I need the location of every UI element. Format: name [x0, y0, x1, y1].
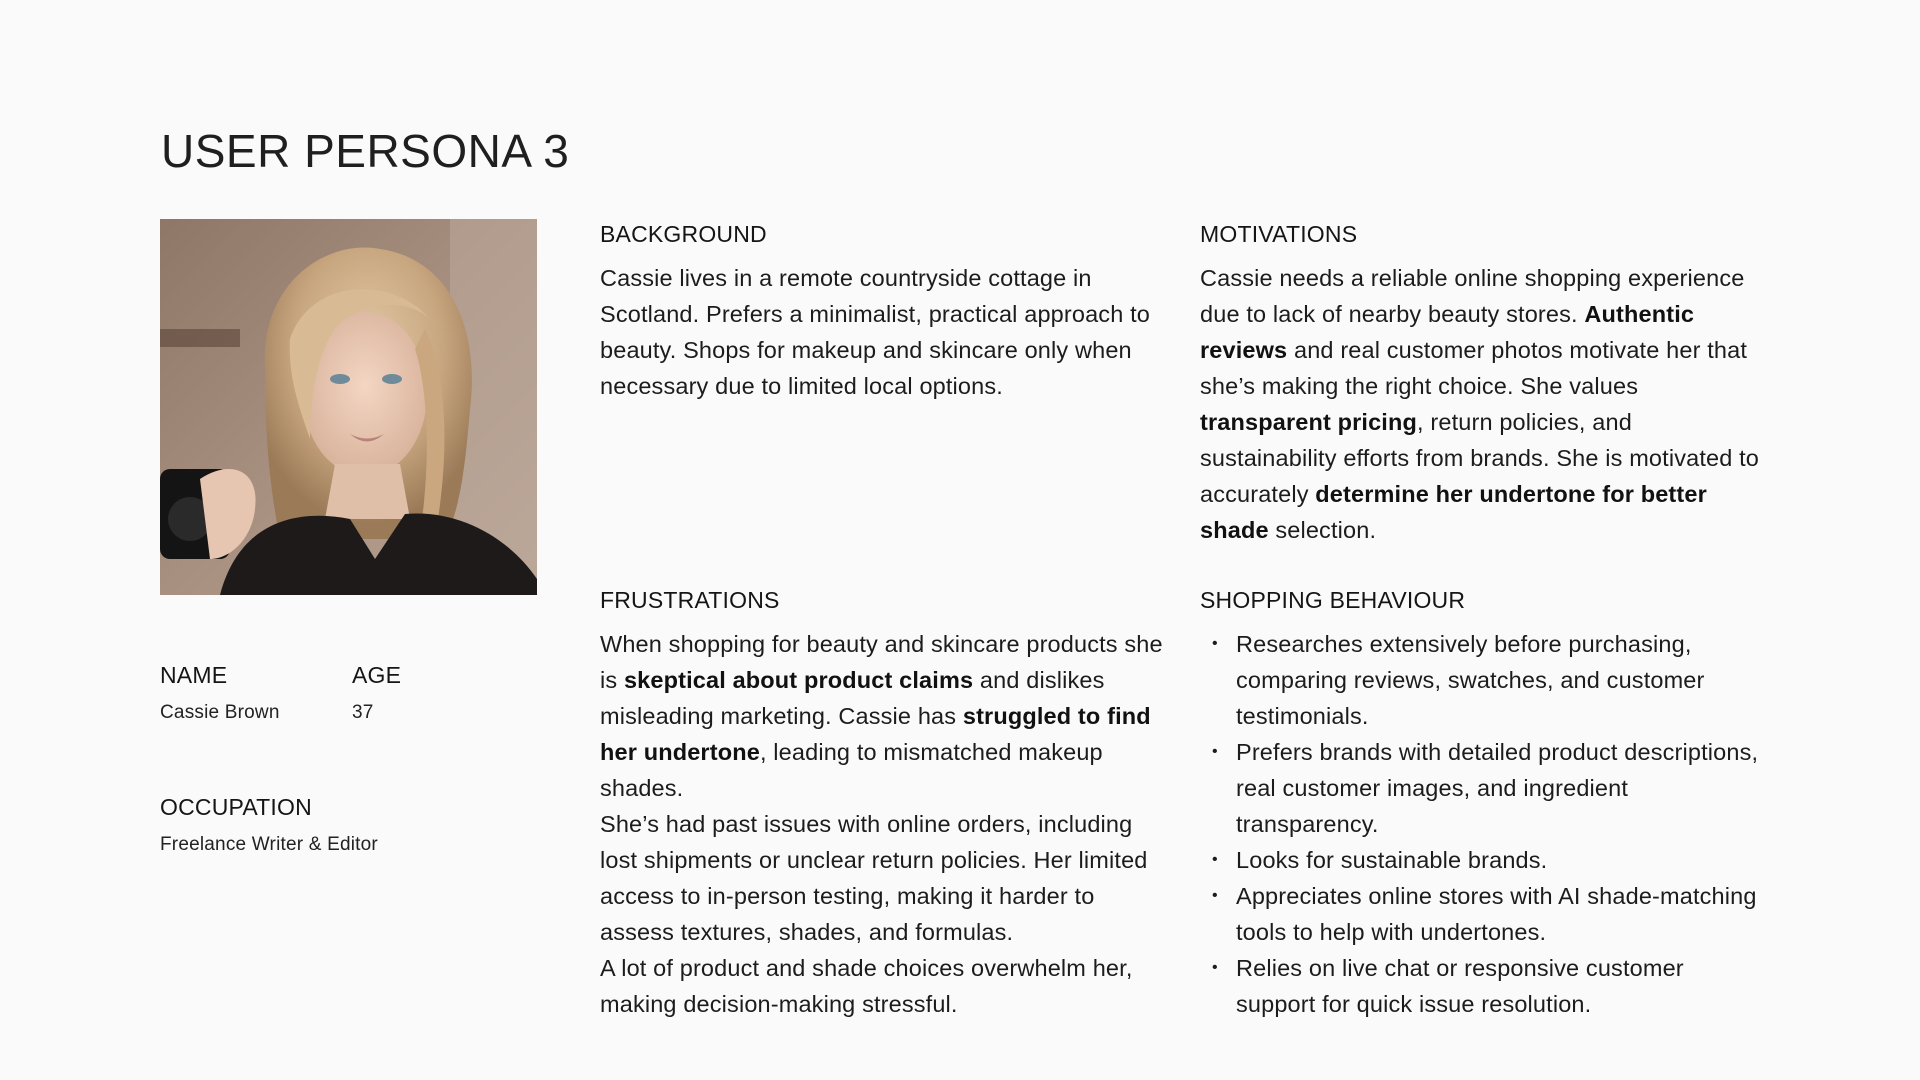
motivations-text: Cassie needs a reliable online shopping experience due to lack of nearby beauty stores. Authentic reviews and real customer photos motivate her that she’s making the right choice. She values transparent pricing, return policies, and sustainability efforts from brands. She is motivated to accurately determine her undertone for better shade selection.	[1200, 265, 1760, 543]
emphasis-undertone: determine her undertone for better shade	[1200, 481, 1707, 543]
persona-portrait-image	[160, 219, 537, 595]
bullet-icon: •	[1212, 887, 1218, 904]
background-text: Cassie lives in a remote countryside cottage in Scotland. Prefers a minimalist, practical approach to beauty. Shops for makeup and skincare only when necessary due to limited local options.	[600, 265, 1150, 399]
emphasis-transparent-pricing: transparent pricing	[1200, 409, 1418, 435]
frustrations-heading: FRUSTRATIONS	[600, 587, 780, 613]
name-value: Cassie Brown	[160, 702, 280, 723]
shopping-heading: SHOPPING BEHAVIOUR	[1200, 587, 1466, 613]
background-section	[600, 218, 1170, 404]
motivations-section	[1200, 218, 1770, 548]
list-item: • Relies on live chat or responsive customer support for quick issue resolution.	[1200, 950, 1760, 1022]
background-heading: BACKGROUND	[600, 221, 767, 247]
motivations-heading: MOTIVATIONS	[1200, 221, 1358, 247]
name-label: NAME	[160, 662, 228, 688]
bullet-icon: •	[1212, 635, 1218, 652]
list-item: • Appreciates online stores with AI shade-matching tools to help with undertones.	[1200, 878, 1760, 950]
page-title: USER PERSONA 3	[161, 125, 570, 177]
shopping-behaviour-section	[1200, 584, 1760, 1022]
occupation-label: OCCUPATION	[160, 794, 312, 820]
age-label: AGE	[352, 662, 402, 688]
emphasis-struggled: struggled to find her undertone	[600, 703, 1151, 765]
occupation-value: Freelance Writer & Editor	[160, 834, 378, 855]
frustrations-text-2: She’s had past issues with online orders, including lost shipments or unclear return policies. Her limited access to in-person testing, making it harder to assess textures, shades, and formulas.	[600, 811, 1148, 945]
bullet-icon: •	[1212, 959, 1218, 976]
emphasis-skeptical: skeptical about product claims	[623, 667, 974, 693]
frustrations-section	[600, 584, 1170, 1022]
shopping-list	[1200, 626, 1760, 1022]
bullet-icon: •	[1212, 743, 1218, 760]
age-value: 37	[352, 702, 374, 723]
emphasis-authentic-reviews: Authentic reviews	[1200, 301, 1695, 363]
list-item: • Prefers brands with detailed product descriptions, real customer images, and ingredient transparency.	[1200, 734, 1760, 842]
list-item: • Looks for sustainable brands.	[1200, 842, 1760, 878]
frustrations-text-1: When shopping for beauty and skincare products she is skeptical about product claims and dislikes misleading marketing. Cassie has struggled to find her undertone, leading to mismatched makeup shades.	[600, 631, 1163, 801]
frustrations-text-3: A lot of product and shade choices overwhelm her, making decision-making stressful.	[600, 955, 1133, 1017]
list-item: • Researches extensively before purchasing, comparing reviews, swatches, and customer testimonials.	[1200, 626, 1760, 734]
bullet-icon: •	[1212, 851, 1218, 868]
persona-photo	[160, 219, 537, 595]
